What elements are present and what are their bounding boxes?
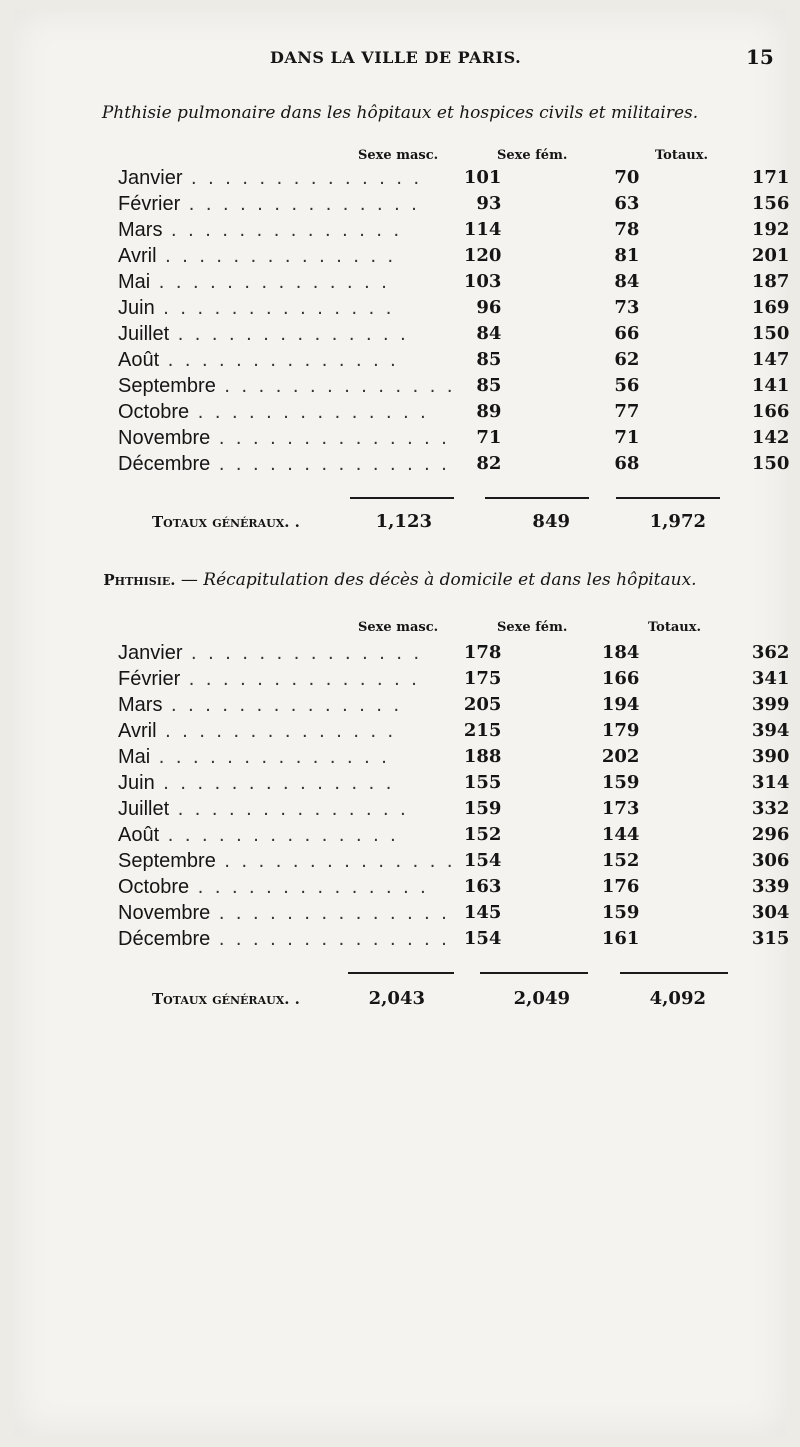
row-masc: 82: [476, 453, 502, 474]
row-fem: 68: [614, 453, 640, 474]
row-total: 192: [751, 219, 790, 240]
row-masc: 89: [476, 401, 502, 422]
table2-rule-masc: [348, 972, 454, 974]
table2-col-masc: Sexe masc.: [358, 620, 439, 635]
leader-dots: . . . . . . . . . . . . . .: [169, 798, 409, 820]
row-masc: 154: [463, 850, 502, 871]
page-number: 15: [746, 45, 774, 69]
row-month: [118, 347, 455, 373]
row-fem: 159: [601, 772, 640, 793]
month-label: Octobre: [118, 401, 190, 423]
table2-totals-label: Totaux généraux. .: [152, 990, 300, 1008]
table-row: [118, 718, 789, 744]
row-month: [118, 399, 455, 425]
row-total: 156: [751, 193, 790, 214]
table-row: [118, 692, 789, 718]
row-total: 341: [751, 668, 790, 689]
row-fem: 56: [614, 375, 640, 396]
row-fem: 77: [614, 401, 640, 422]
leader-dots: . . . . . . . . . . . . . .: [215, 850, 456, 872]
row-masc: 175: [463, 668, 502, 689]
row-total: 315: [751, 928, 790, 949]
leader-dots: . . . . . . . . . . . . . .: [215, 375, 456, 397]
row-masc: 93: [476, 193, 502, 214]
row-month: [118, 666, 455, 692]
row-total: 390: [751, 746, 790, 767]
table-row: [118, 822, 789, 848]
table-row: [118, 425, 789, 451]
row-masc: 163: [463, 876, 502, 897]
row-masc: 178: [463, 642, 502, 663]
row-fem: 73: [614, 297, 640, 318]
table-row: [118, 874, 789, 900]
leader-dots: . . . . . . . . . . . . . .: [159, 349, 399, 371]
row-fem: 144: [601, 824, 640, 845]
row-total: 142: [751, 427, 790, 448]
row-total: 171: [751, 167, 790, 188]
table-row: [118, 451, 789, 477]
table2-col-total: Totaux.: [648, 620, 702, 635]
row-fem: 70: [614, 167, 640, 188]
table2-rule-total: [620, 972, 728, 974]
row-fem: 184: [601, 642, 640, 663]
row-total: 296: [751, 824, 790, 845]
row-fem: 62: [614, 349, 640, 370]
table-row: [118, 321, 789, 347]
table1-total-masc: 1,123: [375, 511, 432, 532]
table1-total-total: 1,972: [649, 511, 706, 532]
row-month: [118, 874, 455, 900]
month-label: Juin: [118, 297, 155, 319]
leader-dots: . . . . . . . . . . . . . .: [156, 720, 397, 742]
leader-dots: . . . . . . . . . . . . . .: [150, 271, 390, 293]
row-masc: 215: [463, 720, 502, 741]
row-month: [118, 640, 455, 666]
table1-title: [0, 103, 800, 123]
row-total: 166: [751, 401, 790, 422]
table2-total-total: 4,092: [649, 988, 706, 1009]
month-label: Avril: [118, 245, 157, 267]
table-row: [118, 347, 789, 373]
row-total: 141: [751, 375, 790, 396]
row-total: 339: [751, 876, 790, 897]
month-label: Septembre: [118, 850, 216, 872]
table2-col-fem: Sexe fém.: [497, 620, 568, 635]
row-masc: 145: [463, 902, 502, 923]
row-month: [118, 165, 455, 191]
row-masc: 205: [463, 694, 502, 715]
leader-dots: . . . . . . . . . . . . . .: [180, 668, 420, 690]
row-month: [118, 718, 455, 744]
row-fem: 176: [601, 876, 640, 897]
leader-dots: . . . . . . . . . . . . . .: [182, 167, 423, 189]
table-row: [118, 399, 789, 425]
row-total: 362: [751, 642, 790, 663]
row-masc: 155: [463, 772, 502, 793]
table1-totals-label: Totaux généraux. .: [152, 513, 300, 531]
row-fem: 202: [601, 746, 640, 767]
month-label: Décembre: [118, 928, 211, 950]
month-label: Février: [118, 193, 181, 215]
month-label: Septembre: [118, 375, 216, 397]
row-total: 150: [751, 453, 790, 474]
month-label: Avril: [118, 720, 157, 742]
row-month: [118, 926, 455, 952]
leader-dots: . . . . . . . . . . . . . .: [210, 928, 450, 950]
table2-total-masc: 2,043: [368, 988, 425, 1009]
table1-rule-masc: [350, 497, 454, 499]
row-month: [118, 321, 455, 347]
table-row: [118, 770, 789, 796]
leader-dots: . . . . . . . . . . . . . .: [169, 323, 409, 345]
row-month: [118, 373, 455, 399]
leader-dots: . . . . . . . . . . . . . .: [154, 297, 395, 319]
row-month: [118, 796, 455, 822]
row-masc: 84: [476, 323, 502, 344]
leader-dots: . . . . . . . . . . . . . .: [210, 902, 450, 924]
leader-dots: . . . . . . . . . . . . . .: [182, 642, 423, 664]
row-fem: 81: [614, 245, 640, 266]
row-fem: 84: [614, 271, 640, 292]
month-label: Juin: [118, 772, 155, 794]
row-month: [118, 217, 455, 243]
row-fem: 159: [601, 902, 640, 923]
month-label: Mars: [118, 694, 163, 716]
table-row: [118, 217, 789, 243]
table-row: [118, 744, 789, 770]
row-month: [118, 191, 455, 217]
row-month: [118, 692, 455, 718]
row-masc: 120: [463, 245, 502, 266]
table-row: [118, 900, 789, 926]
row-total: 201: [751, 245, 790, 266]
leader-dots: . . . . . . . . . . . . . .: [210, 427, 450, 449]
table-row: [118, 243, 789, 269]
row-month: [118, 900, 455, 926]
leader-dots: . . . . . . . . . . . . . .: [150, 746, 390, 768]
row-month: [118, 269, 455, 295]
row-masc: 85: [476, 375, 502, 396]
row-fem: 63: [614, 193, 640, 214]
table-row: [118, 295, 789, 321]
row-total: 187: [751, 271, 790, 292]
table-row: [118, 165, 789, 191]
table1-title-text: Phthisie pulmonaire dans les hôpitaux et hospices civils et militaires.: [101, 103, 699, 123]
leader-dots: . . . . . . . . . . . . . .: [162, 694, 403, 716]
leader-dots: . . . . . . . . . . . . . .: [189, 876, 429, 898]
row-masc: 154: [463, 928, 502, 949]
table-row: [118, 640, 789, 666]
month-label: Novembre: [118, 427, 211, 449]
row-masc: 159: [463, 798, 502, 819]
month-label: Décembre: [118, 453, 211, 475]
row-month: [118, 243, 455, 269]
row-month: [118, 822, 455, 848]
row-fem: 161: [601, 928, 640, 949]
table2-title: [0, 570, 800, 590]
month-label: Janvier: [118, 167, 183, 189]
month-label: Janvier: [118, 642, 183, 664]
table-row: [118, 373, 789, 399]
row-month: [118, 744, 455, 770]
month-label: Novembre: [118, 902, 211, 924]
month-label: Février: [118, 668, 181, 690]
month-label: Mars: [118, 219, 163, 241]
month-label: Août: [118, 349, 160, 371]
row-fem: 152: [601, 850, 640, 871]
month-label: Mai: [118, 746, 151, 768]
leader-dots: . . . . . . . . . . . . . .: [180, 193, 420, 215]
leader-dots: . . . . . . . . . . . . . .: [210, 453, 450, 475]
row-fem: 194: [601, 694, 640, 715]
row-total: 150: [751, 323, 790, 344]
row-total: 332: [751, 798, 790, 819]
row-masc: 188: [463, 746, 502, 767]
row-masc: 152: [463, 824, 502, 845]
table1-col-masc: Sexe masc.: [358, 148, 439, 163]
row-total: 394: [751, 720, 790, 741]
table-row: [118, 191, 789, 217]
table-row: [118, 926, 789, 952]
table1-rule-fem: [485, 497, 589, 499]
table2-rule-fem: [480, 972, 588, 974]
row-month: [118, 848, 455, 874]
table-row: [118, 269, 789, 295]
row-total: 399: [751, 694, 790, 715]
table1-total-fem: 849: [532, 511, 570, 532]
leader-dots: . . . . . . . . . . . . . .: [189, 401, 429, 423]
row-month: [118, 451, 455, 477]
table1: [118, 165, 789, 477]
row-masc: 85: [476, 349, 502, 370]
table2-title-rest: — Récapitulation des décès à domicile et dans les hôpitaux.: [180, 570, 697, 590]
month-label: Octobre: [118, 876, 190, 898]
row-masc: 103: [463, 271, 502, 292]
month-label: Juillet: [118, 323, 170, 345]
row-fem: 166: [601, 668, 640, 689]
row-month: [118, 425, 455, 451]
row-fem: 78: [614, 219, 640, 240]
row-masc: 96: [476, 297, 502, 318]
row-total: 306: [751, 850, 790, 871]
row-fem: 173: [601, 798, 640, 819]
leader-dots: . . . . . . . . . . . . . .: [156, 245, 397, 267]
row-masc: 71: [476, 427, 502, 448]
table1-col-total: Totaux.: [655, 148, 709, 163]
row-total: 304: [751, 902, 790, 923]
row-total: 169: [751, 297, 790, 318]
month-label: Juillet: [118, 798, 170, 820]
row-total: 314: [751, 772, 790, 793]
leader-dots: . . . . . . . . . . . . . .: [159, 824, 399, 846]
running-title: DANS LA VILLE DE PARIS.: [270, 48, 522, 67]
row-month: [118, 770, 455, 796]
row-fem: 66: [614, 323, 640, 344]
table1-rule-total: [616, 497, 720, 499]
row-masc: 114: [463, 219, 502, 240]
table-row: [118, 848, 789, 874]
row-total: 147: [751, 349, 790, 370]
table2: [118, 640, 789, 952]
table2-title-prefix: Phthisie.: [103, 571, 176, 589]
table2-totals: [0, 986, 800, 1012]
leader-dots: . . . . . . . . . . . . . .: [154, 772, 395, 794]
month-label: Août: [118, 824, 160, 846]
row-month: [118, 295, 455, 321]
row-fem: 179: [601, 720, 640, 741]
table2-total-fem: 2,049: [513, 988, 570, 1009]
month-label: Mai: [118, 271, 151, 293]
table1-totals: [0, 509, 800, 535]
table-row: [118, 666, 789, 692]
row-fem: 71: [614, 427, 640, 448]
table1-col-fem: Sexe fém.: [497, 148, 568, 163]
leader-dots: . . . . . . . . . . . . . .: [162, 219, 403, 241]
table-row: [118, 796, 789, 822]
row-masc: 101: [463, 167, 502, 188]
